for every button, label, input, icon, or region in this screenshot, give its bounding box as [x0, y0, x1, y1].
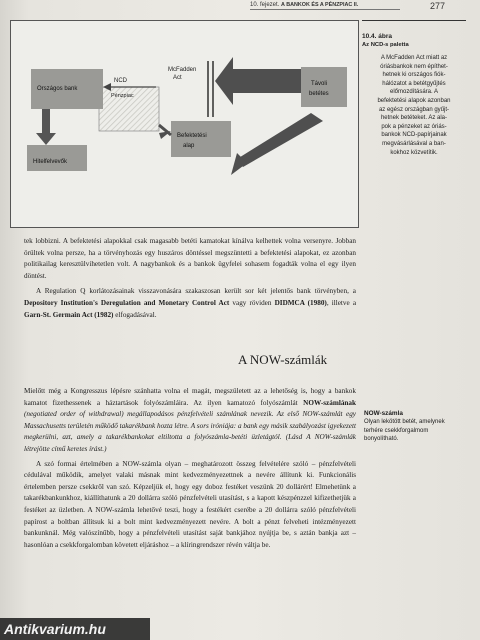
caption-line: előmozdítására. A [389, 89, 439, 96]
paragraph-3: Mielőtt még a Kongresszus lépésre szánhatta volna el magát, megszületett az a lehetőség is, hogy a bankok kamatot fizethessenek a háztartások folyószámláira. Az ilyen kamatozó folyószámlát NOW-számlának (negotiated order of withdrawal) megállapodásos pénzfelvételi számlának nevezik. Az első NOW-számlát egy Massachusetts területén működő takarékbank hozta létre. A sors iróniája: a bank egy másik szabályozást igyekezett megkerülni, azt, amely a takarékbankokat eltiltotta a folyószámla-betéti üzletágtól. (Lásd A NOW-számlák létrejötte című keretes írást.) [24, 387, 356, 453]
mcfadden-label-1: McFadden [168, 67, 197, 73]
page-number: 277 [430, 1, 446, 11]
paragraph-4: A szó formai értelmében a NOW-számla olyan – meghatározott összeg felvételére szóló – pénzfelvételi cédulával működik, amelyet valaki másnak mint kedvezményezettnek a nevére állítunk ki. Funkcionális értelemben persze csekkről van szó. Képzeljük el, hogy egy doboz festéket veszünk 20 dollárért! Elmehetünk a takarékbankunkhoz, kiállíthatunk a 20 dollárra szóló pénzfelvételi utasítást, s a kapott készpénzzel kifizethetjük a festéket az üzletben. A NOW-számla lehetővé teszi, hogy a festékért cserébe a 20 dollárra szóló pénzfelvételi papírost a boltban állítsuk ki a bolt mint kedvezményezett nevére. A bolt a pénzt felveheti intézményezett bankunknál. Még valószínűbb, hogy a pénzfelvételi utasítást saját bankjához nyújtja be, s aztán bankja azt – hasonlóan a csekkforgalomban követett eljáráshoz – a klíringrendszer révén váltja be. [24, 459, 356, 549]
paragraph-2: A Regulation Q korlátozásainak visszavonására szakaszosan került sor két jelentős bank törvényben, a Depository Institution's Deregulation and Monetary Control Act vagy röviden DIDMCA (1980), illetve a Garn-St. Germain Act (1982) elfogadásával. [24, 287, 357, 319]
tavoli-betetes-label-1: Távoli [311, 81, 328, 87]
arrow-head-down [36, 133, 56, 145]
blocked-arrow [215, 57, 301, 105]
section-title: A NOW-számlák [238, 352, 328, 367]
caption-subtitle: Az NCD-s paletta [362, 42, 409, 48]
caption-line: megvásárlásával a ban- [382, 140, 446, 147]
margin-text: Olyan lekötött betét, amelynek terhére csekkforgalmom bonyolítható. [364, 419, 445, 443]
body-block-2 [24, 386, 356, 551]
ncd-label: NCD [114, 78, 127, 84]
margin-definition [364, 410, 464, 444]
ncd-flow-diagram [11, 21, 358, 227]
orszagos-bank-label: Országos bank [37, 86, 78, 92]
caption-body [362, 54, 466, 157]
running-title: A BANKOK ÉS A PÉNZPIAC II. [281, 2, 359, 8]
mcfadden-label-2: Act [173, 75, 182, 81]
befektetesi-alap-box [171, 121, 231, 157]
hitelfelvevok-box [27, 145, 87, 171]
chapter-label: 10. fejezet [250, 2, 278, 8]
caption-line: pok a pénzeket az óriás- [381, 123, 447, 130]
running-header: 10. fejezet. A BANKOK ÉS A PÉNZPIAC II. 277 [250, 1, 446, 11]
caption-line: hálózatot a betétgyűjtés [382, 80, 446, 87]
figure-caption [362, 20, 466, 227]
caption-line: hetnek ki országos fiók- [382, 72, 446, 79]
caption-line: az egész országban gyűjt- [378, 106, 450, 113]
penzpiac-label: Pénzpiac [111, 93, 134, 99]
margin-term: NOW-számla [364, 410, 403, 417]
caption-line: hetnek betéteket. Az ala- [380, 115, 448, 122]
arrow-to-fund [237, 113, 323, 167]
hitelfelvevok-label: Hitelfelvevők [33, 159, 68, 165]
caption-line: A McFadden Act miatt az [380, 55, 448, 61]
watermark-logo: Antikvarium.hu [0, 618, 150, 640]
figure-ncd-palette [10, 20, 359, 228]
arrow-shaft-down [42, 109, 50, 133]
tavoli-betetes-box [301, 67, 347, 107]
paragraph-1: tek lobbizni. A befektetési alapokkal csak magasabb betéti kamatokat kínálva kelhettek volna versenyre. Jobban örültek volna persze, ha a törvényhozás egy huszáros döntéssel megszüntetti a befektetési alapokat, ez azonban politikailag keresztülvihetetlen volt. A nagybankok és a bankok ügyfelei sohasem fogadták volna el egy ilyen döntést. [24, 237, 356, 280]
befektetesi-alap-label-2: alap [183, 143, 195, 149]
caption-line: kokhoz közvetítik. [390, 149, 438, 156]
caption-title: 10.4. ábra [362, 33, 392, 40]
befektetesi-alap-label-1: Befektetési [177, 133, 207, 139]
caption-line: óriásbankok nem építhet- [380, 63, 448, 70]
body-block-1 [24, 236, 356, 321]
caption-line: bankok NCD-papírjainak [381, 132, 447, 139]
caption-line: befektetési alapok azonban [377, 97, 451, 104]
tavoli-betetes-label-2: betétes [309, 91, 329, 97]
